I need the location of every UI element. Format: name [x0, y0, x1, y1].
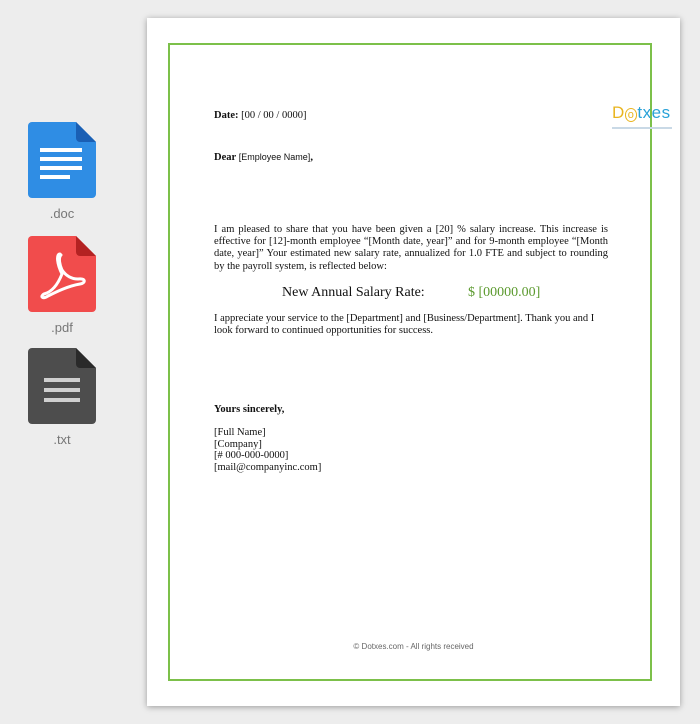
txt-file-icon[interactable] — [28, 348, 96, 424]
sig-phone: [# 000-000-0000] — [214, 450, 289, 462]
pdf-download-item[interactable] — [28, 236, 96, 335]
logo-letter-o: o — [625, 108, 638, 122]
employee-name: [Employee Name] — [238, 152, 311, 162]
logo-tagline-bar — [612, 127, 672, 129]
date-line — [214, 110, 306, 121]
txt-download-item[interactable] — [28, 348, 96, 447]
sig-full-name: [Full Name] — [214, 427, 266, 438]
salary-rate-row — [282, 285, 541, 301]
dotxes-logo — [612, 104, 676, 128]
logo-letters-rest: txes — [637, 103, 671, 122]
date-value: [00 / 00 / 0000] — [241, 110, 307, 121]
page-border — [168, 43, 652, 681]
logo-letter-d: D — [612, 103, 625, 122]
doc-label: .doc — [49, 206, 75, 221]
doc-file-icon[interactable] — [28, 122, 96, 198]
salutation — [214, 152, 313, 163]
paragraph-appreciation: I appreciate your service to the [Department] and [Business/Department]. Thank you and I look forward to continued opportunities for success. — [214, 313, 595, 337]
rate-label: New Annual Salary Rate: — [282, 285, 425, 300]
dear-label: Dear — [214, 152, 237, 163]
sig-company: [Company] — [214, 438, 262, 450]
doc-download-item[interactable] — [28, 122, 96, 221]
page-footer: © Dotxes.com - All rights received — [353, 642, 474, 651]
pdf-file-icon[interactable] — [28, 236, 96, 312]
document-page — [147, 18, 680, 706]
signature-block — [214, 427, 321, 473]
closing: Yours sincerely, — [214, 404, 285, 415]
pdf-label: .pdf — [51, 320, 73, 335]
txt-label: .txt — [53, 432, 71, 447]
sig-email: [mail@companyinc.com] — [214, 461, 322, 473]
date-label: Date: — [214, 110, 239, 121]
dear-punct: , — [310, 152, 313, 163]
rate-value: $ [00000.00] — [468, 285, 541, 300]
paragraph-increase: I am pleased to share that you have been given a [20] % salary increase. This increase is effective for [12]-month employee “[Month date, year]” and for 9-month employee “[Month date, year]” Your estimated new salary rate, annualized for 1.0 FTE and subject to rounding by the payroll system, is reflected below: — [214, 224, 608, 272]
